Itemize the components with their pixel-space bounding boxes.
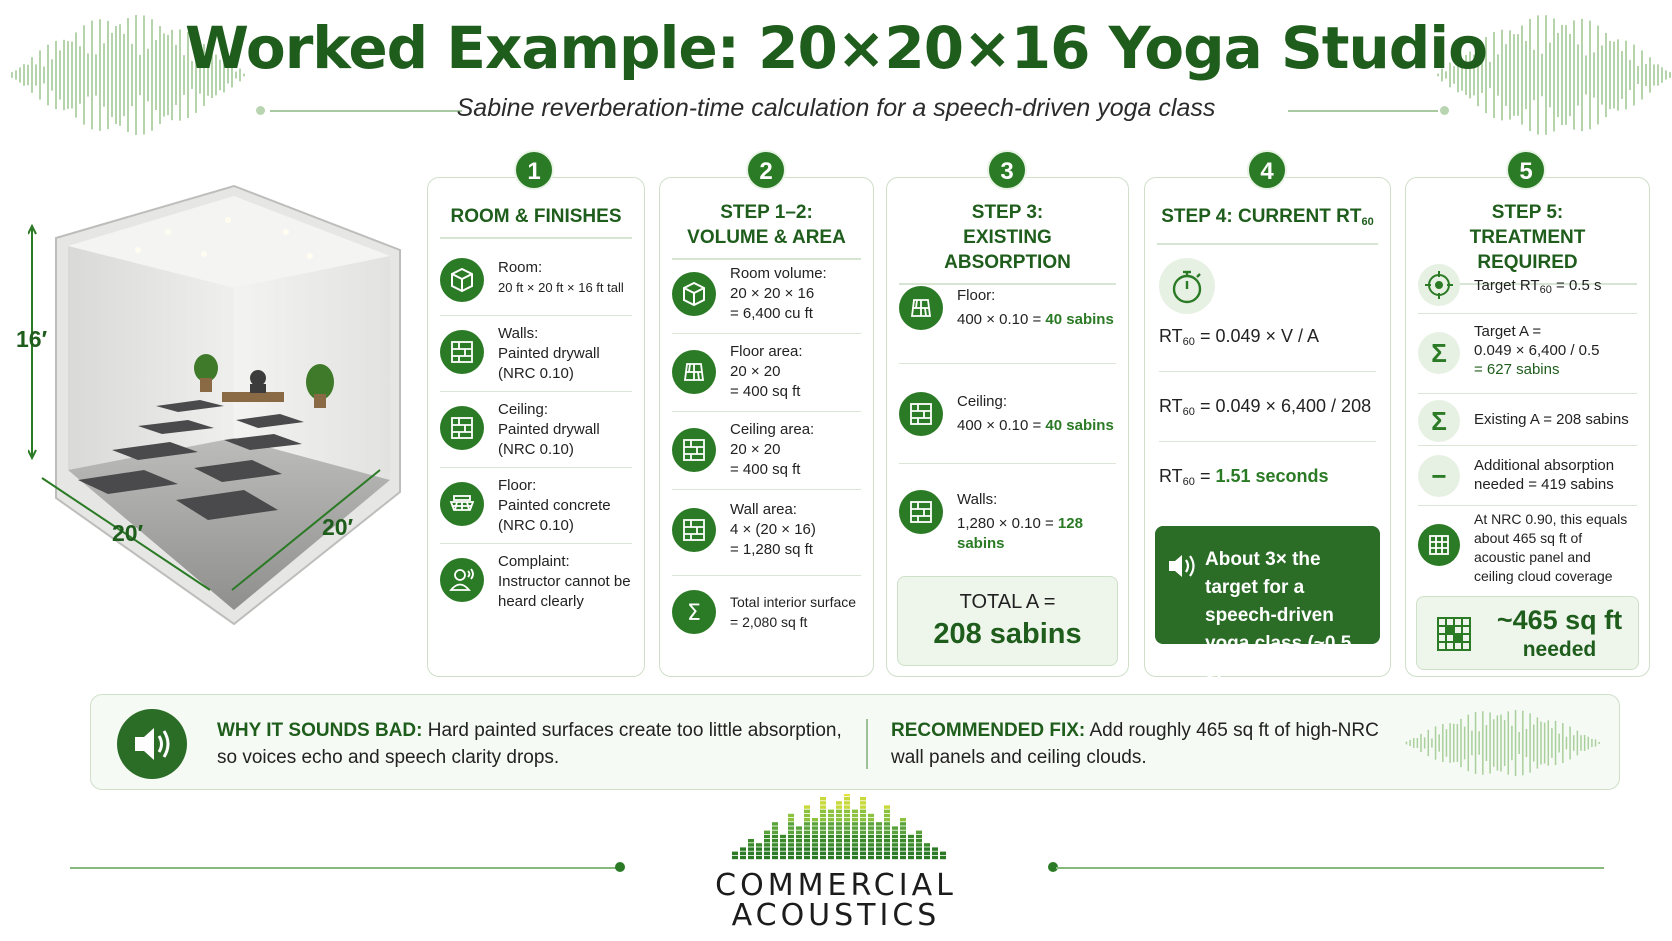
wall-icon	[899, 490, 943, 534]
wall-icon	[672, 428, 716, 472]
page-title: Worked Example: 20×20×16 Yoga Studio	[184, 14, 1488, 82]
list-item: Room volume: 20 × 20 × 16 = 6,400 cu ft	[672, 258, 861, 334]
wall-icon	[440, 330, 484, 374]
total-absorption-box: TOTAL A = 208 sabins	[897, 576, 1118, 666]
cube-icon	[672, 272, 716, 316]
subtitle-row	[0, 94, 1672, 128]
list-item: Wall area: 4 × (20 × 16) = 1,280 sq ft	[672, 490, 861, 576]
floor-icon	[899, 286, 943, 330]
speaker-icon	[117, 709, 187, 779]
sigma-icon	[672, 590, 716, 634]
existing-a-row: Σ Existing A = 208 sabins	[1418, 394, 1637, 446]
target-icon	[1418, 264, 1460, 306]
list-item: Floor: 400 × 0.10 = 40 sabins	[899, 264, 1116, 364]
step-badge-5: 5	[1506, 150, 1546, 190]
card-current-rt60	[1144, 177, 1391, 682]
step-badge-4: 4	[1247, 150, 1287, 190]
equalizer-logo-icon	[728, 794, 948, 864]
list-item: Floor area: 20 × 20 = 400 sq ft	[672, 334, 861, 412]
wall-icon	[440, 406, 484, 450]
summary-divider	[866, 719, 868, 769]
rt60-callout: About 3× the target for a speech-driven yoga class (~0.5 s)	[1155, 526, 1380, 644]
card-heading: ROOM & FINISHES	[440, 204, 632, 239]
target-a-row: Σ Target A = 0.049 × 6,400 / 0.5 = 627 sabins	[1418, 314, 1637, 394]
cube-icon	[440, 258, 484, 302]
logo-line-2: ACOUSTICS	[731, 898, 941, 933]
depth-dimension-label: 20′	[322, 514, 354, 540]
step-badge-1: 1	[514, 150, 554, 190]
list-item: Complaint: Instructor cannot be heard clearly	[440, 544, 632, 620]
acoustic-panel-icon	[1435, 615, 1473, 653]
minus-icon: −	[1418, 455, 1460, 497]
page-subtitle: Sabine reverberation-time calculation for a speech-driven yoga class	[456, 94, 1216, 122]
list-item: Ceiling area: 20 × 20 = 400 sq ft	[672, 412, 861, 490]
card-volume-area	[659, 177, 874, 677]
sound-wave-decoration	[1401, 705, 1601, 781]
list-item: Σ Total interior surface = 2,080 sq ft	[672, 576, 861, 652]
additional-absorption-row: − Additional absorption needed = 419 sabins	[1418, 446, 1637, 506]
summary-bar	[90, 694, 1620, 790]
sigma-icon: Σ	[1418, 332, 1460, 374]
width-dimension-label: 20′	[112, 520, 144, 546]
list-item: Walls: 1,280 × 0.10 = 128 sabins	[899, 464, 1116, 564]
recommended-fix: RECOMMENDED FIX: Add roughly 465 sq ft of high-NRC wall panels and ceiling clouds.	[891, 720, 1379, 768]
rt60-formula: $RT_{60} = 0.049 \times V / A$	[1159, 326, 1376, 372]
card-heading: STEP 4: CURRENT $RT_{60}$	[1157, 204, 1378, 245]
rt60-result: $RT_{60} = 1.51$ seconds	[1159, 466, 1329, 488]
nrc-coverage-row: At NRC 0.90, this equals about 465 sq ft of acoustic panel and ceiling cloud coverage	[1418, 506, 1637, 588]
room-dimension-lines	[28, 180, 428, 640]
logo-line-1: COMMERCIAL	[715, 868, 957, 903]
card-heading: STEP 1–2: VOLUME & AREA	[672, 200, 861, 260]
card-room-finishes	[427, 177, 645, 677]
floor-icon	[440, 482, 484, 526]
card-heading: STEP 3: EXISTING ABSORPTION	[899, 200, 1116, 285]
treatment-needed-box: ~465 sq ft needed	[1416, 596, 1639, 670]
wall-icon	[899, 392, 943, 436]
floor-icon	[672, 350, 716, 394]
panel-icon	[1418, 524, 1460, 566]
sigma-icon: Σ	[1418, 400, 1460, 442]
card-heading: STEP 5: TREATMENT REQUIRED	[1418, 200, 1637, 285]
list-item: Ceiling: Painted drywall (NRC 0.10)	[440, 392, 632, 468]
subtitle-line-right	[1288, 110, 1438, 112]
list-item: Walls: Painted drywall (NRC 0.10)	[440, 316, 632, 392]
list-item: Floor: Painted concrete (NRC 0.10)	[440, 468, 632, 544]
step-badge-2: 2	[746, 150, 786, 190]
target-rt-row: Target $RT_{60} = 0.5$ s	[1418, 258, 1637, 314]
svg-text:Σ: Σ	[687, 601, 701, 626]
stopwatch-icon	[1159, 258, 1215, 314]
subtitle-dot-right	[1440, 106, 1449, 115]
step-badge-3: 3	[987, 150, 1027, 190]
list-item: Room: 20 ft × 20 ft × 16 ft tall	[440, 250, 632, 316]
person-speaking-icon	[440, 558, 484, 602]
list-item: Ceiling: 400 × 0.10 = 40 sabins	[899, 364, 1116, 464]
speaker-icon	[1165, 548, 1201, 584]
height-dimension-label: 16′	[16, 326, 48, 352]
card-treatment-required	[1405, 177, 1650, 677]
why-it-sounds-bad: WHY IT SOUNDS BAD: Hard painted surfaces create too little absorption, so voices echo and speech clarity drops.	[217, 720, 842, 768]
rt60-substitution: $RT_{60} = 0.049 \times 6,400 / 208$	[1159, 396, 1376, 442]
card-existing-absorption	[886, 177, 1129, 677]
room-illustration	[16, 180, 428, 640]
wall-icon	[672, 508, 716, 552]
